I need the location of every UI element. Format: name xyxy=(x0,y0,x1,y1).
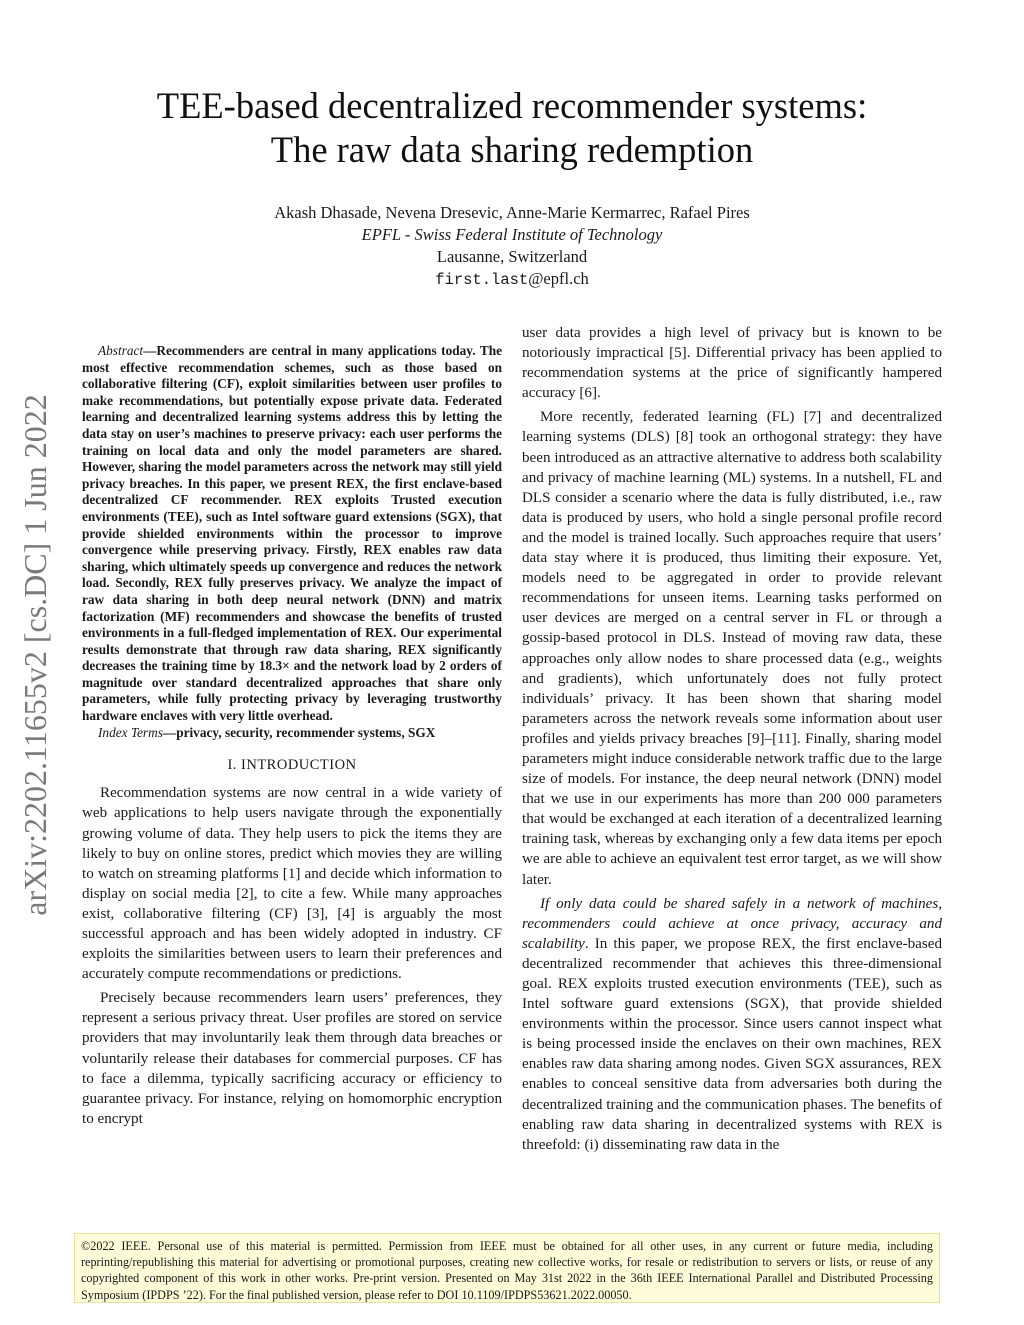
title-line-2: The raw data sharing redemption xyxy=(270,129,754,170)
title-line-1: TEE-based decentralized recommender systems: xyxy=(156,85,868,126)
right-paragraph-2: More recently, federated learning (FL) [7] and decentralized learning systems (DLS) [8] took an orthogonal strategy: they have been introduced as an attractive alternative to address both scalability and privacy of machine learning (ML) systems. In a nutshell, FL and DLS consider a scenario where the data is fully distributed, i.e., raw data is produced by users, who hold a single personal profile record and the model is trained locally. Such approaches require that users’ data stay where it is produced, thus limiting their exposure. Yet, models need to be aggregated in order to provide relevant recommendations for unseen items. Learning tasks performed on user devices are merged on a central server in FL or through a gossip-based protocol in DLS. Instead of moving raw data, these approaches only allow nodes to share processed data (e.g., weights and gradients), which unfortunately does not fully protect individuals’ privacy. It has been shown that sharing model parameters across the network reveals some information about user profiles and yields privacy breaches [9]–[11]. Finally, sharing model parameters might induce considerable network traffic due to the large size of models. For instance, the deep neural network (DNN) model that we use in our experiments has more than 200 000 parameters that would be exchanged at each iteration of a decentralized learning training task, whereas by exchanging only a few data items per epoch we are able to achieve an equivalent test error target, as we will show later. xyxy=(522,409,942,888)
right-column xyxy=(522,323,942,1155)
email xyxy=(0,268,1024,291)
abstract-lead: Abstract xyxy=(98,343,144,358)
abstract xyxy=(82,343,502,725)
left-column xyxy=(82,343,502,1129)
affiliation: EPFL - Swiss Federal Institute of Technology xyxy=(361,225,663,244)
right-paragraph-3 xyxy=(522,894,942,1155)
location: Lausanne, Switzerland xyxy=(436,247,588,266)
section-heading-introduction: I. INTRODUCTION xyxy=(227,757,357,774)
right-paragraph-3-rest: . In this paper, we propose REX, the first enclave-based decentralized recommender that achieves this three-dimensional goal. REX exploits trusted execution environments (TEE), such as Intel software guard extensions (SGX), that provide shielded environments within the processor. Since users cannot inspect what is being processed inside the enclaves on their own machines, REX enables raw data sharing among nodes. Given SGX assurances, REX enables to conceal sensitive data from adversaries both during the decentralized training and the communication phases. The benefits of enabling raw data sharing in decentralized systems with REX is threefold: (i) disseminating raw data in the xyxy=(522,935,942,1153)
index-terms-text: —privacy, security, recommender systems, SGX xyxy=(162,724,436,740)
author-names: Akash Dhasade, Nevena Dresevic, Anne-Marie Kermarrec, Rafael Pires xyxy=(274,203,750,222)
index-terms-lead: Index Terms xyxy=(98,724,163,740)
right-paragraph-3-italic: If only data could be shared safely in a network of machines, recommenders could achieve at once privacy, accuracy and scalability xyxy=(522,895,942,952)
intro-paragraph-2: Precisely because recommenders learn users’ preferences, they represent a serious privacy threat. User profiles are stored on service providers that may involuntarily leak them through data breaches or voluntarily release their databases for commercial purposes. CF has to face a dilemma, typically sacrificing accuracy or efficiency to guarantee privacy. For instance, relying on homomorphic encryption to encrypt xyxy=(82,990,502,1127)
copyright-notice: ©2022 IEEE. Personal use of this material is permitted. Permission from IEEE must be obtained for all other uses, in any current or future media, including reprinting/republishing this material for advertising or promotional purposes, creating new collective works, for resale or redistribution to servers or lists, or reuse of any copyrighted component of this work in other works. Pre-print version. Presented on May 31st 2022 in the 36th IEEE International Parallel and Distributed Processing Symposium (IPDPS ’22). For the final published version, please refer to DOI 10.1109/IPDPS53621.2022.00050. xyxy=(74,1233,940,1303)
index-terms xyxy=(82,725,502,742)
arxiv-stamp: arXiv:2202.11655v2 [cs.DC] 1 Jun 2022 xyxy=(17,394,53,916)
email-local: first.last xyxy=(435,271,529,289)
intro-paragraph-1: Recommendation systems are now central in a wide variety of web applications to help users navigate through the exponentially growing volume of data. They help users to pick the items they are likely to buy on online stores, predict which movies they are willing to watch on streaming platforms [1] and decide which information to display on social media [2], to cite a few. While many approaches exist, collaborative filtering (CF) [3], [4] is arguably the most successful approach and has been widely adopted in industry. CF exploits the similarities between users to learn their preferences and accurately compute recommendations or predictions. xyxy=(82,785,502,983)
right-paragraph-1: user data provides a high level of privacy but is known to be notoriously impractical [5]. Differential privacy has been applied to recommendation systems at the price of significantly hampered accuracy [6]. xyxy=(522,325,942,402)
abstract-text: —Recommenders are central in many applications today. The most effective recommendation schemes, such as those based on collaborative filtering (CF), exploit similarities between user profiles to make recommendations, but potentially expose private data. Federated learning and decentralized learning systems address this by letting the data stay on user’s machines to preserve privacy: each user performs the training on local data and only the model parameters are shared. However, sharing the model parameters across the network may still yield privacy breaches. In this paper, we present REX, the first enclave-based decentralized CF recommender. REX exploits Trusted execution environments (TEE), such as Intel software guard extensions (SGX), that provide shielded environments within the processor to improve convergence while preserving privacy. Firstly, REX enables raw data sharing, which ultimately speeds up convergence and reduces the network load. Secondly, REX fully preserves privacy. We analyze the impact of raw data sharing in both deep neural network (DNN) and matrix factorization (MF) recommenders and showcase the benefits of trusted environments in a full-fledged implementation of REX. Our experimental results demonstrate that through raw data sharing, REX significantly decreases the training time by 18.3× and the network load by 2 orders of magnitude over standard decentralized approaches that share only parameters, while fully protecting privacy by leveraging trustworthy hardware enclaves with very little overhead. xyxy=(82,343,502,724)
paper-title xyxy=(0,84,1024,172)
email-domain: @epfl.ch xyxy=(528,269,589,288)
author-block xyxy=(0,202,1024,291)
